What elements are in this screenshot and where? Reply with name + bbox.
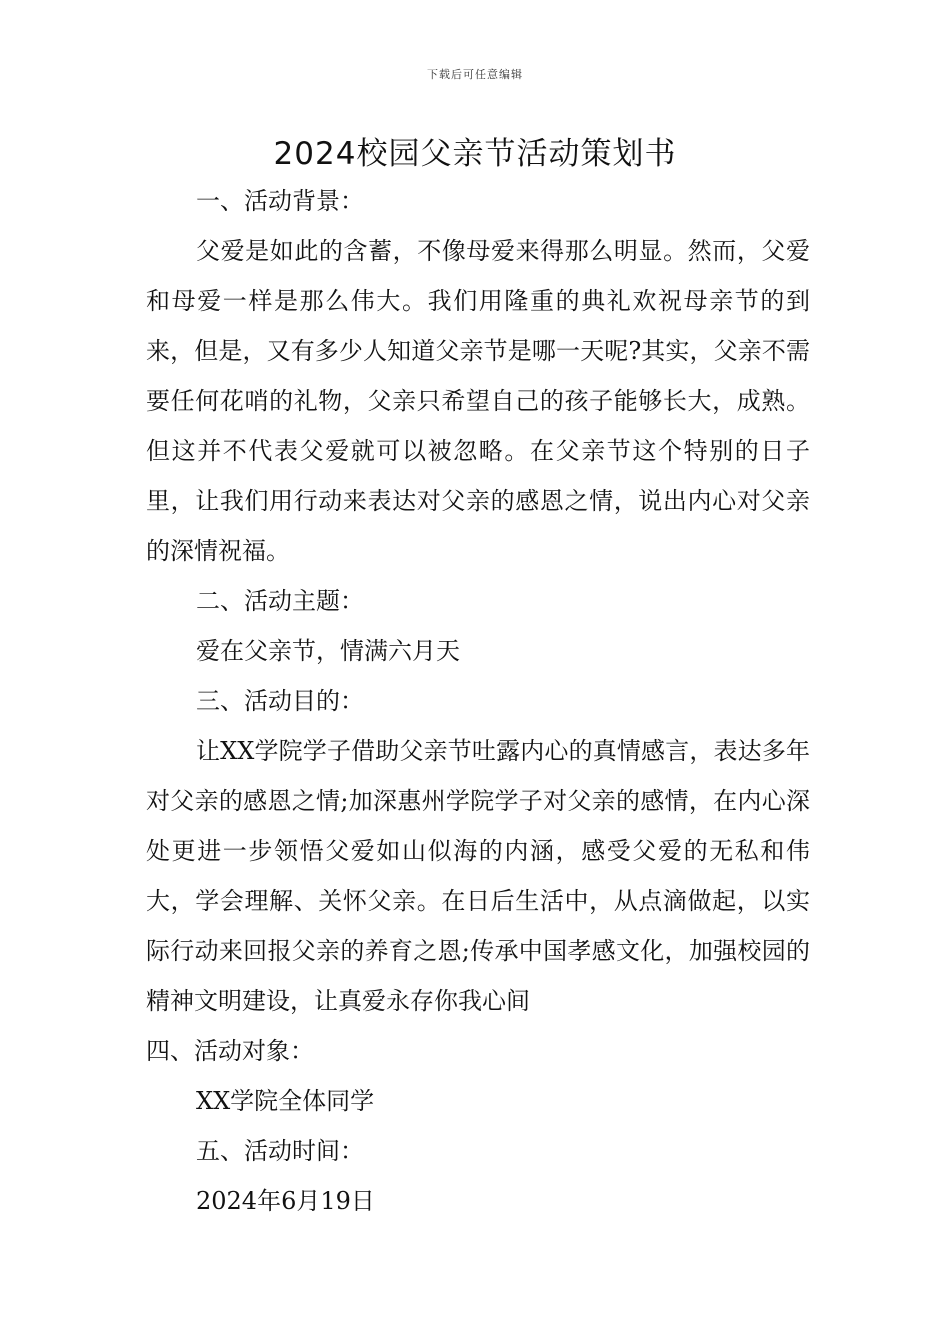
section-5-paragraph: 2024年6月19日 [196, 1187, 375, 1215]
section-1-heading: 一、活动背景： [196, 187, 364, 215]
section-3-paragraph: 让XX学院学子借助父亲节吐露内心的真情感言，表达多年对父亲的感恩之情;加深惠州学院学子对父亲的感情，在内心深处更进一步领悟父爱如山似海的内涵，感受父爱的无私和伟大，学会理解、关怀父亲。在日后生活中，从点滴做起，以实际行动来回报父亲的养育之恩;传承中国孝感文化，加强校园的精神文明建设，让真爱永存你我心间 [146, 737, 810, 1015]
section-4-paragraph: XX学院全体同学 [196, 1087, 375, 1115]
document-body [146, 176, 810, 1226]
section-2-heading: 二、活动主题： [196, 587, 364, 615]
section-5-heading: 五、活动时间： [196, 1137, 364, 1165]
document-title: 2024校园父亲节活动策划书 [273, 136, 677, 172]
page-header-note: 下载后可任意编辑 [427, 68, 523, 81]
section-3-heading: 三、活动目的： [196, 687, 364, 715]
section-1-paragraph: 父爱是如此的含蓄，不像母爱来得那么明显。然而，父爱和母爱一样是那么伟大。我们用隆重的典礼欢祝母亲节的到来，但是，又有多少人知道父亲节是哪一天呢?其实，父亲不需要任何花哨的礼物，父亲只希望自己的孩子能够长大，成熟。但这并不代表父爱就可以被忽略。在父亲节这个特别的日子里，让我们用行动来表达对父亲的感恩之情，说出内心对父亲的深情祝福。 [146, 237, 810, 565]
section-4-heading: 四、活动对象： [146, 1037, 314, 1065]
section-2-paragraph: 爱在父亲节，情满六月天 [196, 637, 460, 665]
